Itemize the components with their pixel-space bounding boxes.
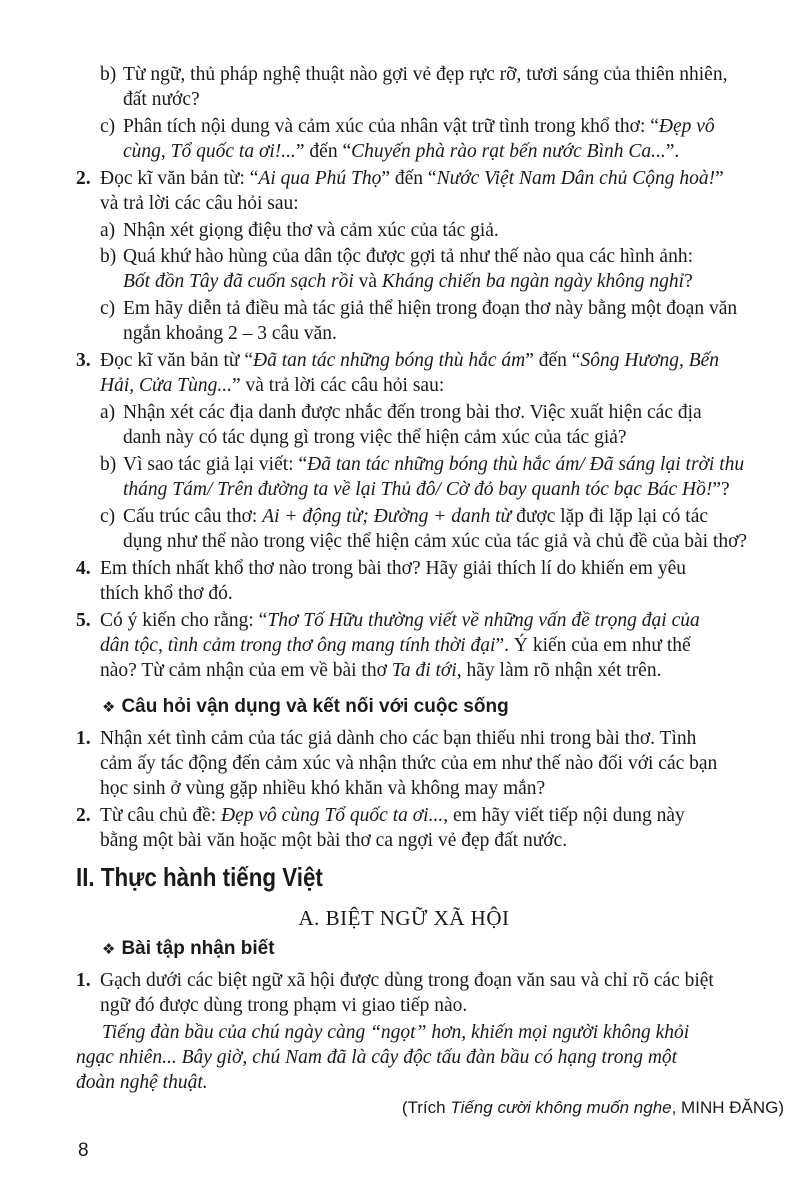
question-text: cùng, Tổ quốc ta ơi!...” đến “Chuyến phà rào rạt bến nước Bình Ca...”. (123, 141, 680, 162)
question-number: 2. (76, 168, 91, 189)
source-citation: (Trích Tiếng cười không muốn nghe, MINH ĐĂNG) (401, 1098, 784, 1117)
question-text: dân tộc, tình cảm trong thơ ông mang tính thời đại”. Ý kiến của em như thế (100, 635, 691, 656)
item-label: a) (100, 402, 116, 423)
question-number: 3. (76, 350, 91, 371)
diamond-bullet-icon: ❖ (102, 941, 116, 958)
page-number: 8 (78, 1140, 89, 1161)
subsection-title: A. BIỆT NGỮ XÃ HỘI (298, 906, 510, 930)
question-text: Đọc kĩ văn bản từ: “Ai qua Phú Thọ” đến “Nước Việt Nam Dân chủ Cộng hoà!” (100, 168, 724, 189)
question-text: Từ câu chủ đề: Đẹp vô cùng Tổ quốc ta ơi..., em hãy viết tiếp nội dung này (100, 805, 685, 826)
item-label: b) (100, 454, 117, 475)
question-number: 1. (76, 728, 91, 749)
question-text: Nhận xét tình cảm của tác giả dành cho các bạn thiếu nhi trong bài thơ. Tình (100, 728, 697, 749)
question-text: thích khổ thơ đó. (100, 583, 233, 604)
question-text: Phân tích nội dung và cảm xúc của nhân vật trữ tình trong khổ thơ: “Đẹp vô (123, 116, 715, 137)
question-text: Bốt đồn Tây đã cuốn sạch rồi và Kháng chiến ba ngàn ngày không nghỉ? (123, 271, 693, 292)
item-label: b) (100, 64, 117, 85)
excerpt-text: ngạc nhiên... Bây giờ, chú Nam đã là cây độc tấu đàn bầu có hạng trong một (76, 1047, 678, 1068)
question-text: Đọc kĩ văn bản từ “Đã tan tác những bóng thù hắc ám” đến “Sông Hương, Bến (100, 350, 720, 371)
section-heading-identify: ❖ Bài tập nhận biết (102, 938, 275, 959)
item-label: a) (100, 220, 116, 241)
question-text: tháng Tám/ Trên đường ta về lại Thủ đô/ Cờ đỏ bay quanh tóc bạc Bác Hồ!”? (123, 479, 730, 500)
section-heading-apply: ❖ Câu hỏi vận dụng và kết nối với cuộc sống (102, 696, 509, 717)
item-label: b) (100, 246, 117, 267)
question-text: Em thích nhất khổ thơ nào trong bài thơ? Hãy giải thích lí do khiến em yêu (100, 558, 686, 579)
question-text: Gạch dưới các biệt ngữ xã hội được dùng trong đoạn văn sau và chỉ rõ các biệt (100, 970, 714, 991)
item-label: c) (100, 116, 116, 137)
diamond-bullet-icon: ❖ (102, 699, 116, 716)
question-text: Em hãy diễn tả điều mà tác giả thể hiện trong đoạn thơ này bằng một đoạn văn (123, 298, 738, 319)
question-number: 1. (76, 970, 91, 991)
question-number: 4. (76, 558, 91, 579)
question-text: Vì sao tác giả lại viết: “Đã tan tác những bóng thù hắc ám/ Đã sáng lại trời thu (123, 454, 745, 475)
question-text: cảm ấy tác động đến cảm xúc và nhận thức của em như thế nào đối với các bạn (100, 753, 718, 774)
question-text: nào? Từ cảm nhận của em về bài thơ Ta đi tới, hãy làm rõ nhận xét trên. (100, 660, 662, 681)
question-text: Cấu trúc câu thơ: Ai + động từ; Đường + danh từ được lặp đi lặp lại có tác (123, 506, 709, 527)
question-text: ngữ đó được dùng trong phạm vi giao tiếp nào. (100, 995, 468, 1016)
part-heading: II. Thực hành tiếng Việt (76, 862, 323, 892)
question-text: Quá khứ hào hùng của dân tộc được gợi tả như thế nào qua các hình ảnh: (123, 246, 693, 267)
question-number: 5. (76, 610, 91, 631)
question-text: dụng như thế nào trong việc thể hiện cảm xúc của tác giả và chủ đề của bài thơ? (123, 531, 748, 552)
question-text: đất nước? (123, 89, 200, 110)
excerpt-text: đoàn nghệ thuật. (76, 1072, 208, 1093)
question-text: danh này có tác dụng gì trong việc thể hiện cảm xúc của tác giả? (123, 427, 627, 448)
question-text: học sinh ở vùng gặp nhiều khó khăn và không may mắn? (100, 778, 546, 799)
question-text: và trả lời các câu hỏi sau: (100, 193, 299, 214)
question-text: bằng một bài văn hoặc một bài thơ ca ngợi vẻ đẹp đất nước. (100, 830, 568, 851)
question-text: Hải, Cửa Tùng...” và trả lời các câu hỏi sau: (100, 375, 445, 396)
excerpt-text: Tiếng đàn bầu của chú ngày càng “ngọt” hơn, khiến mọi người không khỏi (102, 1022, 690, 1043)
question-text: Nhận xét các địa danh được nhắc đến trong bài thơ. Việc xuất hiện các địa (123, 402, 702, 423)
item-label: c) (100, 298, 116, 319)
item-label: c) (100, 506, 116, 527)
question-text: ngắn khoảng 2 – 3 câu văn. (123, 323, 337, 344)
question-text: Từ ngữ, thủ pháp nghệ thuật nào gợi vẻ đẹp rực rỡ, tươi sáng của thiên nhiên, (123, 64, 728, 85)
question-number: 2. (76, 805, 91, 826)
question-text: Nhận xét giọng điệu thơ và cảm xúc của tác giả. (123, 220, 499, 241)
question-text: Có ý kiến cho rằng: “Thơ Tố Hữu thường viết về những vấn đề trọng đại của (100, 610, 700, 631)
